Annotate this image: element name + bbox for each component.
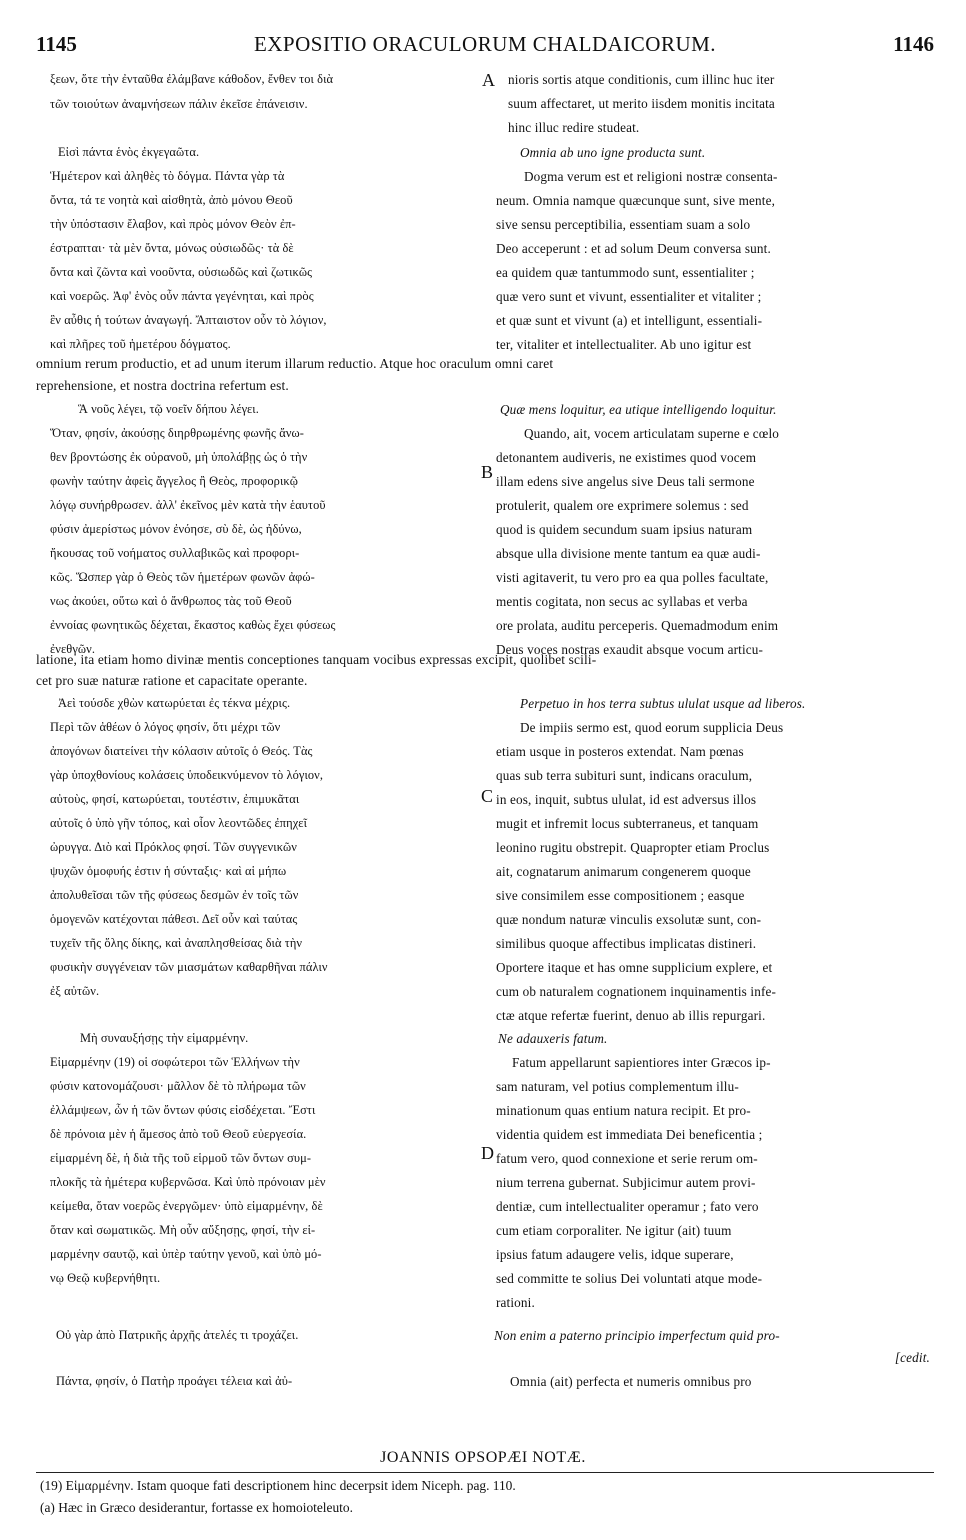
greek-line: ὅταν καὶ σωματικῶς. Μὴ οὖν αὔξησῃς, φησί, τὴν εἱ- bbox=[50, 1223, 316, 1237]
greek-line: κείμεθα, ὅταν νοερῶς ἐνεργῶμεν· ὑπὸ εἱμαρμένην, δὲ bbox=[50, 1199, 323, 1213]
greek-line: ἐνεθγῶν. bbox=[50, 642, 96, 656]
full-width-line: latione, ita etiam homo divinæ mentis conceptiones tanquam vocibus expressas excipit, quolibet scili- bbox=[36, 652, 597, 667]
latin-line: cum ob naturalem cognationem inquinamentis infe- bbox=[496, 984, 777, 999]
latin-line: videntia quidem est immediata Dei beneficentia ; bbox=[496, 1127, 763, 1142]
latin-line: nioris sortis atque conditionis, cum illinc huc iter bbox=[508, 72, 775, 87]
latin-line: rationi. bbox=[496, 1295, 535, 1310]
latin-line: sive sensu perceptibilia, essentiam suam a solo bbox=[496, 217, 751, 232]
latin-line: similibus quoque affectibus implicatas distineri. bbox=[496, 936, 757, 951]
latin-line: ore prolata, auditu perceperis. Quemadmodum enim bbox=[496, 618, 779, 633]
greek-line: πλοκῆς τὰ ἠμέτερα κυβερνῶσα. Καὶ ὑπὸ πρόνοιαν μὲν bbox=[50, 1175, 326, 1189]
greek-line: αὐτοῖς ὁ ὑπὸ γῆν τόπος, καὶ οἷον λεοντῶδες ἐπηχεῖ bbox=[50, 816, 308, 830]
latin-line: suum affectaret, ut merito iisdem monitis incitata bbox=[508, 96, 775, 111]
latin-line: mentis cogitata, non secus ac syllabas et verba bbox=[496, 594, 748, 609]
greek-line: τῶν τοιούτων ἀναμνήσεων πάλιν ἐκεῖσε ἐπάνεισιν. bbox=[50, 97, 308, 111]
footnote: (19) Εἱμαρμένην. Istam quoque fati descriptionem hinc decerpsit idem Niceph. pag. 110. bbox=[40, 1478, 516, 1493]
latin-line: quæ vero sunt et vivunt, essentialiter et vitaliter ; bbox=[496, 289, 762, 304]
greek-line: ὄντα καὶ ζῶντα καὶ νοοῦντα, οὐσιωδῶς καὶ ζωτικῶς bbox=[50, 265, 313, 279]
greek-line: καὶ νοερῶς. Ἀφ' ἑνὸς οὖν πάντα γεγένηται, καὶ πρὸς bbox=[50, 289, 314, 303]
margin-letter-b: B bbox=[481, 462, 494, 482]
latin-line: neum. Omnia namque quæcunque sunt, sive mente, bbox=[496, 193, 776, 208]
greek-line: ἓν αὖθις ἡ τούτων ἀναγωγή. Ἄπταιστον οὖν τὸ λόγιον, bbox=[50, 313, 327, 327]
greek-line: έστραπται· τὰ μὲν ὄντα, μόνως οὐσιωδῶς· τὰ δὲ bbox=[50, 241, 294, 255]
latin-line: ctæ atque refertæ fuerint, denuo ab illis repurgari. bbox=[496, 1008, 766, 1023]
footnote: (a) Hæc in Græco desiderantur, fortasse ex homoioteleuto. bbox=[40, 1500, 353, 1515]
greek-line: ξεων, ὅτε τὴν ἐνταῦθα ἐλάμβανε κάθοδον, ἔνθεν τοι διὰ bbox=[50, 72, 334, 86]
latin-line: detonantem audiveris, ne existimes quod vocem bbox=[496, 450, 757, 465]
latin-line: Quando, ait, vocem articulatam superne e cœlo bbox=[524, 426, 780, 441]
latin-line: etiam usque in posteros extendat. Nam pœnas bbox=[496, 744, 744, 759]
greek-line: ψυχῶν ὁμοφυής ἐστιν ἡ σύνταξις· καὶ αἱ μήπω bbox=[50, 864, 287, 878]
full-width-line: cet pro suæ naturæ ratione et capacitate operante. bbox=[36, 673, 308, 688]
full-width-line: reprehensione, et nostra doctrina refertum est. bbox=[36, 378, 289, 393]
greek-line: Ὅταν, φησίν, ἀκούσῃς διηρθρωμένης φωνῆς ἄνω- bbox=[50, 426, 305, 440]
margin-letter-c: C bbox=[481, 786, 494, 806]
latin-line: nium terrena gubernat. Subjicimur autem provi- bbox=[496, 1175, 756, 1190]
latin-line: sive consimilem esse compositionem ; easque bbox=[496, 888, 745, 903]
greek-line: μαρμένην σαυτῷ, καὶ ὑπὲρ ταύτην γενοῦ, καὶ ὑπὸ μό- bbox=[50, 1247, 322, 1261]
greek-line: ἀπολυθεῖσαι τῶν τῆς φύσεως δεσμῶν ἐν τοῖς τῶν bbox=[50, 888, 299, 902]
greek-line: δὲ πρόνοια μὲν ἡ ἄμεσος ἀπὸ τοῦ Θεοῦ εὐεργεσία. bbox=[50, 1127, 307, 1141]
latin-line: De impiis sermo est, quod eorum supplicia Deus bbox=[520, 720, 784, 735]
greek-line: νως ἀκούει, οὕτω καὶ ὁ ἄνθρωπος τὰς τοῦ Θεοῦ bbox=[50, 594, 292, 608]
running-title: EXPOSITIO ORACULORUM CHALDAICORUM. bbox=[253, 32, 717, 56]
latin-line: absque ulla divisione mente tantum ea quæ audi- bbox=[496, 546, 761, 561]
latin-line: ait, cognatarum animarum congenerem quoque bbox=[496, 864, 751, 879]
latin-line: protulerit, qualem ore exprimere solemus : sed bbox=[496, 498, 749, 513]
greek-line: ὠρυγγα. Διὸ καὶ Πρόκλος φησί. Τῶν συγγενικῶν bbox=[50, 840, 297, 854]
latin-oracle-heading: Perpetuo in hos terra subtus ululat usque ad liberos. bbox=[520, 696, 806, 711]
latin-line: Oportere itaque et has omne supplicium explere, et bbox=[496, 960, 773, 975]
greek-line: τυχεῖν τῆς ὅλης δίκης, καὶ ἀναπλησθείσας διὰ τὴν bbox=[50, 936, 303, 950]
greek-line: εἱμαρμένη δὲ, ἡ διὰ τῆς τοῦ εἱρμοῦ τῶν ὄντων συμ- bbox=[50, 1151, 312, 1165]
latin-line: visti agitaverit, tu vero pro ea qua polles facultate, bbox=[496, 570, 769, 585]
latin-line: ter, vitaliter et intellectualiter. Ab uno igitur est bbox=[496, 337, 752, 352]
latin-line: ipsius fatum adaugere velis, idque superare, bbox=[496, 1247, 734, 1262]
latin-line: quod is quidem secundum suam ipsius naturam bbox=[496, 522, 753, 537]
greek-line: ἐννοίας φωνητικῶς δέχεται, ἕκαστος καθὼς ἔχει φύσεως bbox=[50, 618, 336, 632]
latin-line: fatum vero, quod connexione et serie rerum om- bbox=[496, 1151, 758, 1166]
latin-oracle-heading: Ne adauxeris fatum. bbox=[498, 1031, 608, 1046]
notes-title: JOANNIS OPSOPÆI NOTÆ. bbox=[380, 1449, 586, 1466]
greek-line: αὐτοὺς, φησί, κατωρύεται, τουτέστιν, ἐπιμυκᾶται bbox=[50, 792, 300, 806]
latin-line: Deus voces nostras exaudit absque vocum articu- bbox=[496, 642, 764, 657]
greek-line: Πάντα, φησίν, ὁ Πατὴρ προάγει τέλεια καὶ ἀὐ- bbox=[56, 1374, 293, 1388]
greek-line: φύσιν κατονομάζουσι· μᾶλλον δὲ τὸ πλήρωμα τῶν bbox=[50, 1079, 306, 1093]
latin-line: Fatum appellarunt sapientiores inter Græcos ip- bbox=[512, 1055, 771, 1070]
greek-oracle-heading: Ἀεὶ τούσδε χθὼν κατωρύεται ἐς τέκνα μέχρις. bbox=[58, 696, 291, 710]
greek-line: τὴν ὑπόστασιν ἔλαβον, καὶ πρὸς μόνον Θεὸν ἐπ- bbox=[50, 217, 296, 231]
latin-line: quas sub terra subituri sunt, indicans oraculum, bbox=[496, 768, 753, 783]
greek-line: νῳ Θεῷ κυβερνήθητι. bbox=[50, 1271, 161, 1285]
greek-line: ἤκουσας τοῦ νοήματος συλλαβικῶς καὶ προφορι- bbox=[50, 546, 300, 560]
latin-line: cum etiam corporaliter. Ne igitur (ait) tuum bbox=[496, 1223, 732, 1238]
running-header bbox=[36, 32, 934, 62]
latin-line: illam edens sive angelus sive Deus tali sermone bbox=[496, 474, 755, 489]
latin-line: mugit et infremit locus subterraneus, et tanquam bbox=[496, 816, 759, 831]
latin-line: ea quidem quæ tantummodo sunt, essentialiter ; bbox=[496, 265, 755, 280]
greek-line: φυσικὴν συγγένειαν τῶν μιασμάτων καθαρθῆναι πάλιν bbox=[50, 960, 328, 974]
greek-line: θεν βροντώσης ἐκ οὐρανοῦ, μὴ ὑπολάβῃς ὡς ὁ τὴν bbox=[50, 450, 308, 464]
greek-line: ὄντα, τά τε νοητὰ καὶ αἰσθητὰ, ἀπὸ μόνου Θεοῦ bbox=[50, 193, 293, 207]
margin-letter-d: D bbox=[481, 1143, 494, 1163]
latin-line: Deo acceperunt : et ad solum Deum conversa sunt. bbox=[496, 241, 771, 256]
greek-line: ἀπογόνων διατείνει τὴν κόλασιν αὐτοῖς ὁ Θεός. Τὰς bbox=[50, 744, 313, 758]
greek-oracle-heading: Ἃ νοῦς λέγει, τῷ νοεῖν δήπου λέγει. bbox=[78, 402, 259, 416]
greek-line: φύσιν ἀμερίστως μόνον ἐνόησε, σὺ δὲ, ὡς ἠδύνω, bbox=[50, 522, 302, 536]
page-number-left: 1145 bbox=[36, 32, 77, 56]
greek-line: Ἡμέτερον καὶ ἀληθὲς τὸ δόγμα. Πάντα γὰρ τὰ bbox=[50, 169, 285, 183]
full-width-line: omnium rerum productio, et ad unum iterum illarum reductio. Atque hoc oraculum omni caret bbox=[36, 356, 554, 371]
latin-line: leonino rugitu obstrepit. Quapropter etiam Proclus bbox=[496, 840, 770, 855]
greek-line: Εἱμαρμένην (19) οἱ σοφώτεροι τῶν Ἑλλήνων τὴν bbox=[50, 1055, 300, 1069]
greek-line: φωνὴν ταύτην ἀφεὶς ἄγγελος ἢ Θεὸς, προφορικῷ bbox=[50, 474, 299, 488]
greek-line: καὶ πλῆρες τοῦ ἡμετέρου δόγματος. bbox=[50, 337, 231, 351]
greek-line: Περὶ τῶν ἀθέων ὁ λόγος φησίν, ὅτι μέχρι τῶν bbox=[50, 720, 281, 734]
greek-oracle-heading: Μὴ συναυξήσῃς τὴν εἱμαρμένην. bbox=[80, 1031, 249, 1045]
latin-line: sed committe te solius Dei voluntati atque mode- bbox=[496, 1271, 763, 1286]
latin-line: sam naturam, vel potius complementum illu- bbox=[496, 1079, 739, 1094]
latin-line: in eos, inquit, subtus ululat, id est adversus illos bbox=[496, 792, 757, 807]
notes-divider bbox=[36, 1472, 934, 1473]
greek-oracle-heading: Οὐ γὰρ ἀπὸ Πατρικῆς ἀρχῆς ἀτελές τι τροχάζει. bbox=[56, 1328, 299, 1342]
greek-line: κῶς. Ὥσπερ γὰρ ὁ Θεὸς τῶν ἡμετέρων φωνῶν ἀφώ- bbox=[50, 570, 315, 584]
latin-line: [cedit. bbox=[894, 1350, 930, 1365]
latin-oracle-heading: Quæ mens loquitur, ea utique intelligendo loquitur. bbox=[500, 402, 777, 417]
greek-oracle-heading: Εἰσὶ πάντα ἑνὸς ἐκγεγαῶτα. bbox=[58, 145, 200, 159]
margin-letter-a: A bbox=[482, 70, 495, 90]
latin-line: dentiæ, cum intellectualiter operamur ; fato vero bbox=[496, 1199, 759, 1214]
greek-line: λόγῳ συνήρθρωσεν. ἀλλ' ἐκεῖνος μὲν κατὰ τὴν ἑαυτοῦ bbox=[50, 498, 326, 512]
greek-line: ὁμογενῶν κατέχονται πάθεσι. Δεῖ οὖν καὶ ταύτας bbox=[50, 912, 298, 926]
latin-line: et quæ sunt et vivunt (a) et intelligunt, essentiali- bbox=[496, 313, 763, 328]
greek-line: ἐλλάμψεων, ὧν ἡ τῶν ὄντων φύσις εἰσδέχεται. Ἔστι bbox=[50, 1103, 316, 1117]
page-number-right: 1146 bbox=[893, 32, 934, 56]
latin-oracle-heading: Omnia ab uno igne producta sunt. bbox=[520, 145, 706, 160]
greek-line: ἐξ αὐτῶν. bbox=[50, 984, 100, 998]
latin-line: Dogma verum est et religioni nostræ consenta- bbox=[524, 169, 778, 184]
latin-line: quæ nondum naturæ vinculis exsolutæ sunt, con- bbox=[496, 912, 762, 927]
latin-line: minationum quas entium natura recipit. Et pro- bbox=[496, 1103, 751, 1118]
latin-line: hinc illuc redire studeat. bbox=[508, 120, 640, 135]
greek-line: γὰρ ὑποχθονίους κολάσεις ὑποδεικνύμενον τὸ λόγιον, bbox=[50, 768, 324, 782]
latin-line: Omnia (ait) perfecta et numeris omnibus pro bbox=[510, 1374, 752, 1389]
latin-oracle-heading: Non enim a paterno principio imperfectum quid pro- bbox=[494, 1328, 780, 1343]
